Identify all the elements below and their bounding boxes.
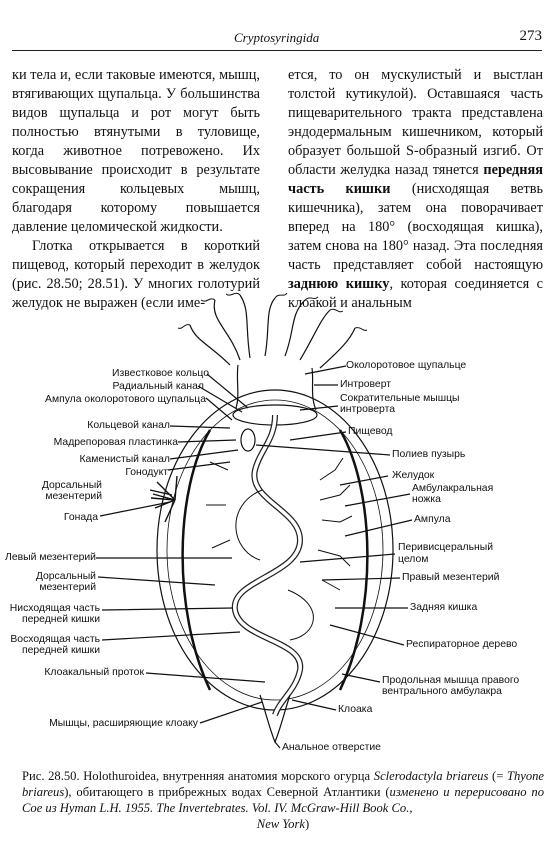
label-dorsal-mesentery-1b: мезентерий [45,491,102,502]
label-stomach: Желудок [392,470,435,481]
label-tube-foot-a: Амбулакральная [412,483,494,494]
label-ampulla: Ампула [414,514,451,525]
label-dorsal-mesentery-2a: Дорсальный [35,571,96,582]
running-title: Cryptosyringida [234,30,320,45]
bold-term: передняя часть кишки [288,162,543,197]
label-ascending-gut-a: Восходящая часть [10,634,100,645]
label-longitudinal-muscle-a: Продольная мышца правого [382,675,520,686]
paragraph: ется, то он мускулистый и выстлан толстой кутикулой). Оставшаяся часть пищеварительного тракта представлена эндодермальным кишечником, который образует большой S-образный изгиб. От области желудка назад тянется передняя часть кишки (нисходящая ветвь кишечника), затем она поворачивает вперед на 180° (восходящая кишка), затем снова на 180° назад. Эта последняя часть представляет собой настоящую заднюю кишку, которая соединяется с клоакой и анальным [288,67,544,311]
label-anus: Анальное отверстие [282,742,381,753]
label-esophagus: Пищевод [348,426,393,437]
anatomy-figure [0,290,558,760]
species-name: Sclerodactyla briareus [373,769,489,783]
label-buccal-tentacle: Околоротовое щупальце [346,360,467,371]
label-dorsal-mesentery-1a: Дорсальный [41,480,102,491]
label-perivisceral-b: целом [398,554,429,565]
source-citation: изменено и перерисовано по Coe из Hyman L.H. 1955. The Invertebrates. Vol. IV. McGraw-Hill Book Co., [22,785,545,815]
label-radial-canal: Радиальный канал [112,381,204,392]
label-right-mesentery: Правый мезентерий [402,572,500,583]
label-retractor-b: интроверта [340,404,396,415]
label-retractor-a: Сократительные мышцы [340,393,460,404]
label-left-mesentery: Левый мезентерий [5,552,96,563]
label-dorsal-mesentery-2b: мезентерий [39,582,96,593]
label-hindgut: Задняя кишка [410,602,478,613]
label-tentacle-ampulla: Ампула околоротового щупальца [45,394,206,405]
label-cloacal-duct: Клоакальный проток [44,667,144,678]
label-cloaca: Клоака [338,704,373,715]
label-perivisceral-a: Перивисцеральный [398,542,494,553]
label-descending-gut-b: передней кишки [21,614,100,625]
label-calcareous-ring: Известковое кольцо [112,368,209,379]
figure-caption: Рис. 28.50. Holothuroidea, внутренняя анатомия морского огурца Sclerodactyla briareus (= Thyone briareus), обитающего в прибрежных водах Северной Атлантики (изменено и перерисовано по Coe из Hyman L.H. 1955. The Invertebrates. Vol. IV. McGraw-Hill Book Co., New York) [22,769,545,831]
label-polian-vesicle: Полиев пузырь [392,449,466,460]
label-gonoduct: Гонодукт [125,467,168,478]
label-stone-canal: Каменистый канал [79,454,170,465]
label-descending-gut-a: Нисходящая часть [9,603,100,614]
label-madreporite: Мадрепоровая пластинка [53,437,178,448]
label-ring-canal: Кольцевой канал [87,420,170,431]
label-gonad: Гонада [63,512,98,523]
label-introvert: Интроверт [340,379,392,390]
species-synonym: Thyone briareus [22,769,545,799]
label-longitudinal-muscle-b: вентрального амбулакра [382,686,502,697]
page-number: 273 [519,28,542,44]
left-column [12,66,260,313]
running-header [12,26,542,51]
label-respiratory-tree: Респираторное дерево [406,639,518,650]
label-tube-foot-b: ножка [412,494,441,505]
paragraph: ки тела и, если таковые имеются, мышц, втягивающих щупальца. У большинства видов щупальца и рот могут быть полностью втянутыми в туловище, когда животное потревожено. Их высовывание происходит в результате сокращения кольцевых мышц, благодаря которому повышается давление целомической жидкости. [12,67,260,235]
right-column [288,66,543,313]
bold-term: заднюю кишку [288,276,390,292]
paragraph: Глотка открывается в короткий пищевод, который переходит в желудок (рис. 28.50; 28.51). У многих голотурий желудок не выражен (если име- [12,238,260,311]
label-ascending-gut-b: передней кишки [21,645,100,656]
label-cloaca-muscles: Мышцы, расширяющие клоаку [49,718,198,729]
